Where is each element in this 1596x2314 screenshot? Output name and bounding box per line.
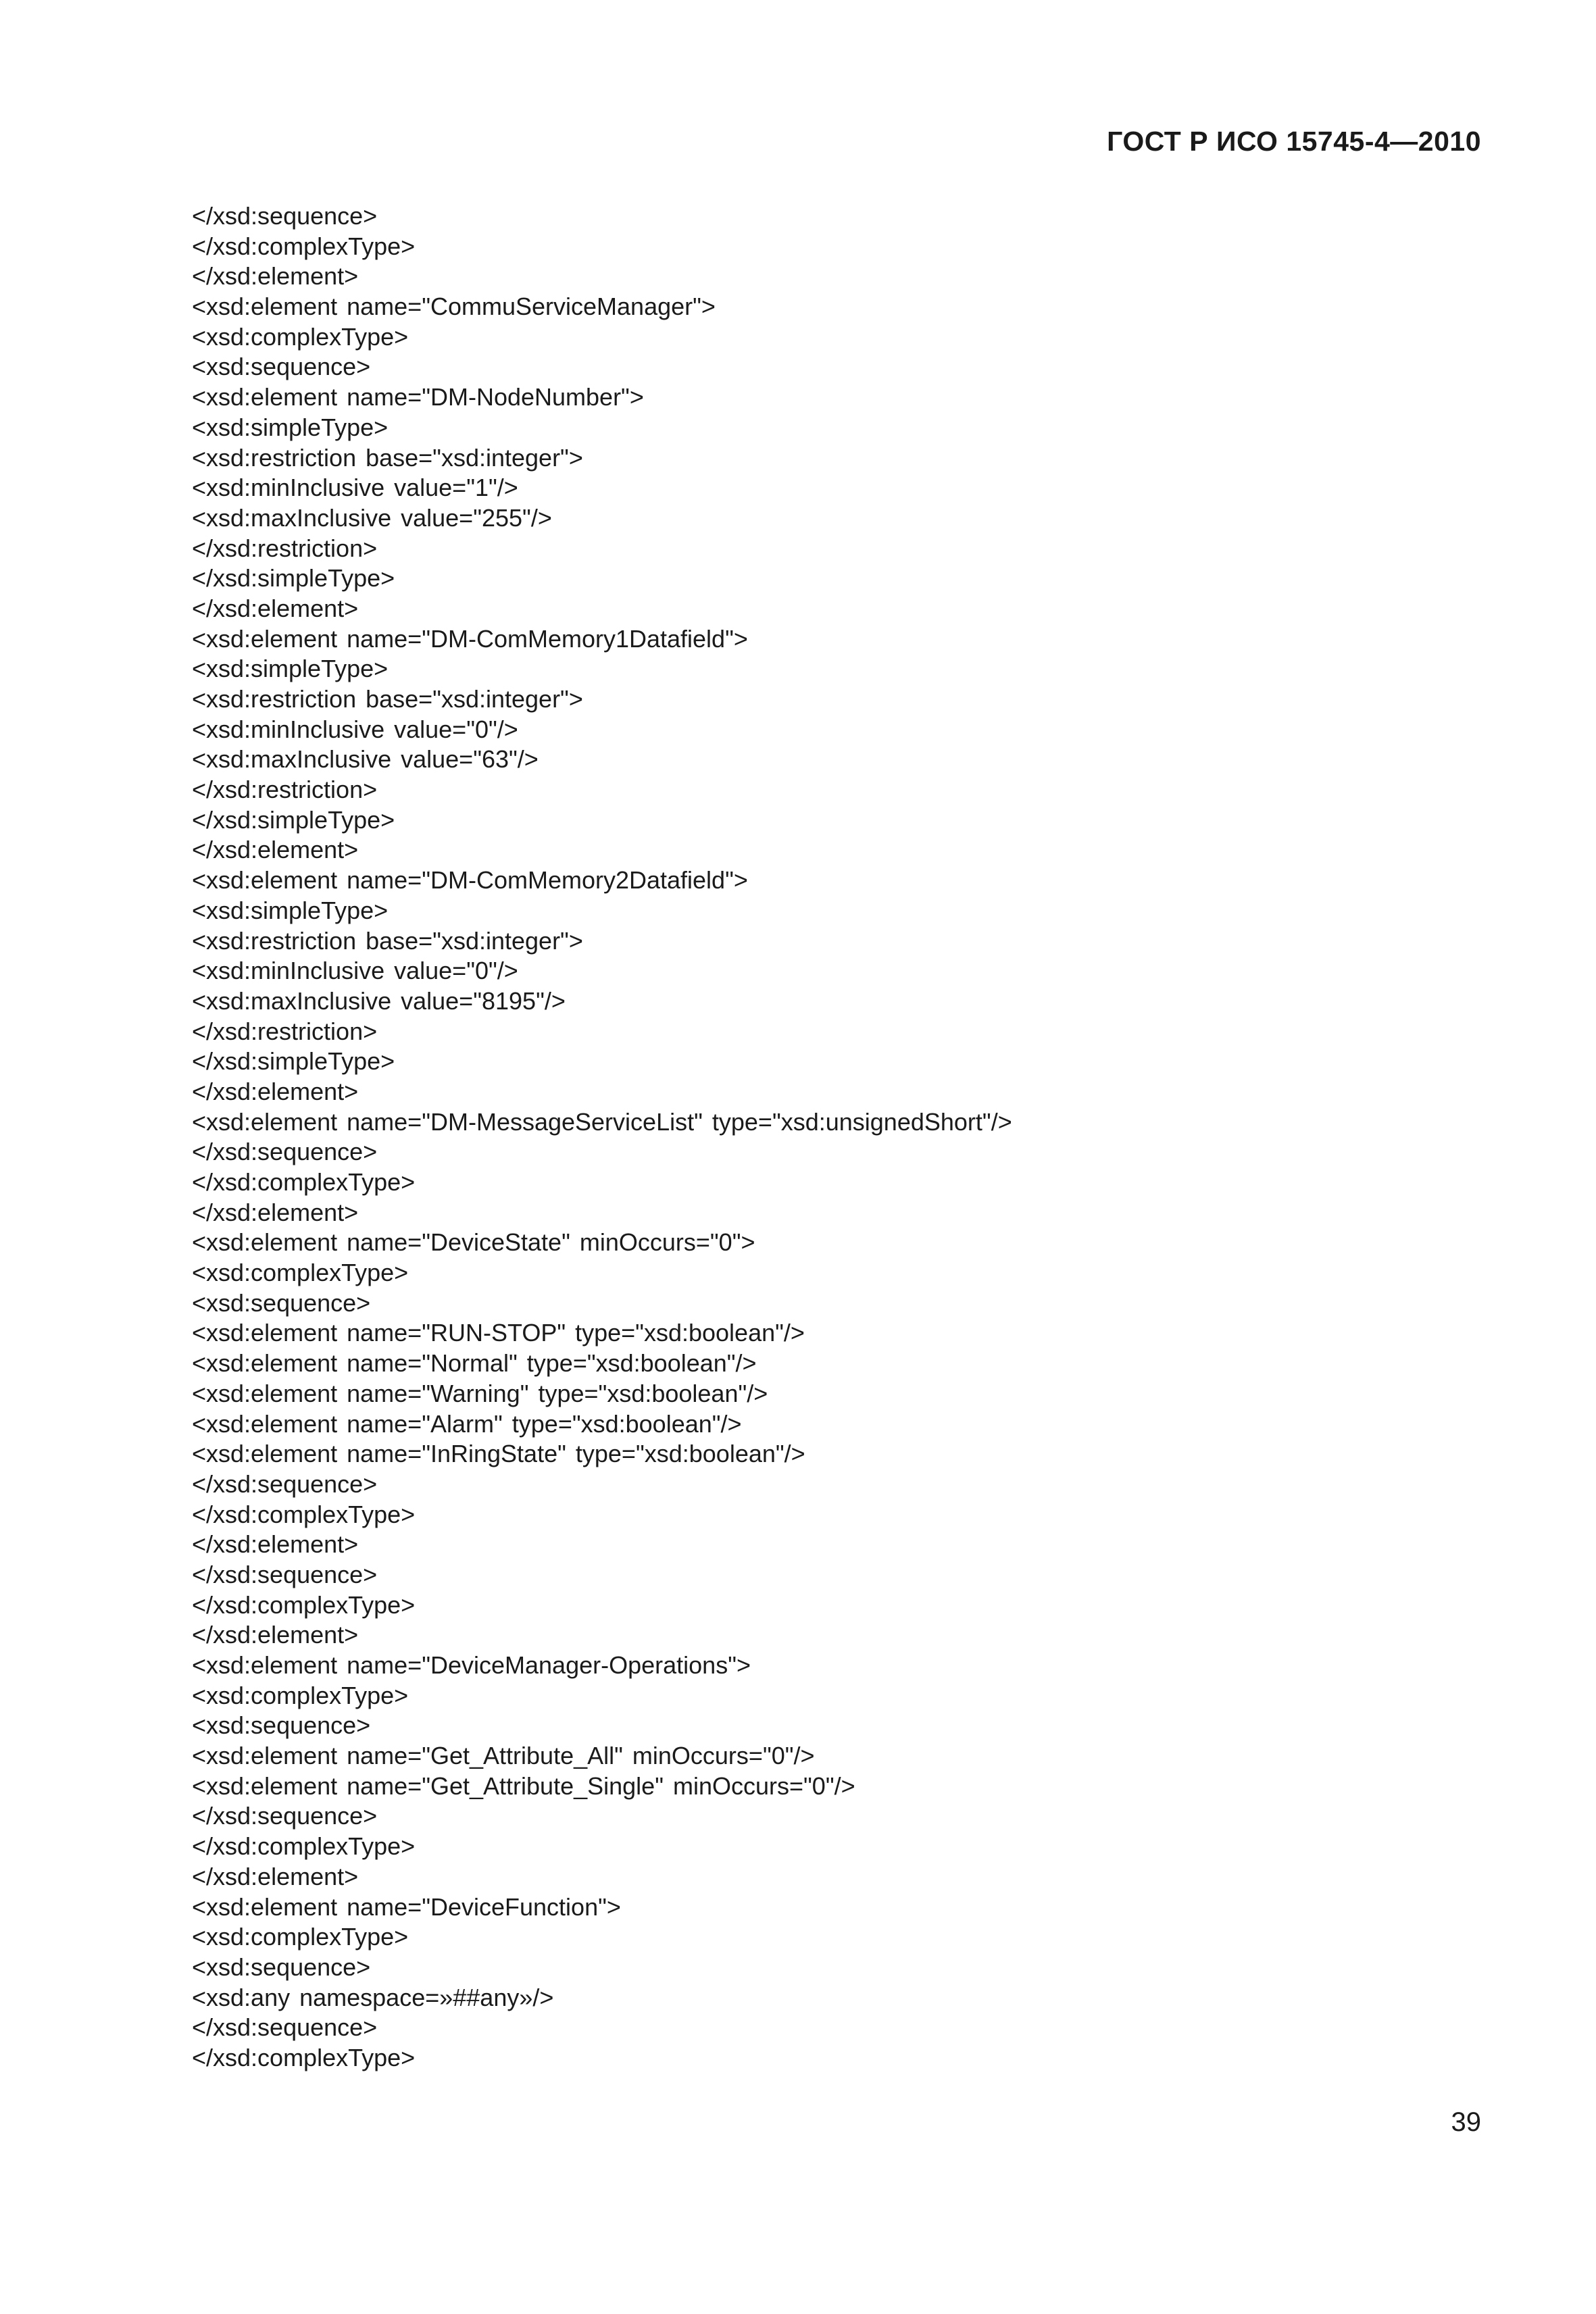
code-line: <xsd:complexType> [192,1923,409,1951]
code-line: </xsd:sequence> [192,1802,378,1830]
code-line: <xsd:maxInclusive value="63"/> [192,745,539,774]
code-line: </xsd:sequence> [192,202,378,230]
code-line: <xsd:maxInclusive value="8195"/> [192,986,566,1015]
code-line: </xsd:restriction> [192,534,378,562]
code-line: <xsd:element name="InRingState" type="xsd:boolean"/> [192,1440,805,1468]
code-line: </xsd:sequence> [192,2013,378,2042]
code-line: </xsd:restriction> [192,776,378,804]
code-line: </xsd:element> [192,1530,359,1559]
code-line: </xsd:complexType> [192,2043,416,2071]
code-line: <xsd:element name="RUN-STOP" type="xsd:boolean"/> [192,1319,805,1347]
code-line: <xsd:element name="DeviceFunction"> [192,1892,621,1921]
code-line: <xsd:sequence> [192,1711,371,1740]
code-line: <xsd:element name="Normal" type="xsd:boolean"/> [192,1349,757,1378]
xsd-code-listing [192,201,1476,2073]
code-line: <xsd:restriction base="xsd:integer"> [192,685,583,713]
code-line: <xsd:complexType> [192,322,409,351]
code-line: </xsd:sequence> [192,1469,378,1498]
code-line: </xsd:complexType> [192,1500,416,1528]
code-line: </xsd:element> [192,262,359,291]
code-line: <xsd:simpleType> [192,896,389,924]
code-line: <xsd:element name="DM-MessageServiceList" type="xsd:unsignedShort"/> [192,1107,1012,1136]
code-line: <xsd:element name="DM-ComMemory2Datafield"> [192,866,748,895]
code-line: <xsd:restriction base="xsd:integer"> [192,443,583,472]
code-line: <xsd:sequence> [192,1288,371,1317]
code-line: </xsd:element> [192,1198,359,1226]
code-line: <xsd:maxInclusive value="255"/> [192,503,552,532]
code-line: <xsd:element name="Alarm" type="xsd:boolean"/> [192,1409,742,1438]
code-line: </xsd:sequence> [192,1138,378,1166]
code-line: </xsd:sequence> [192,1560,378,1588]
code-line: </xsd:complexType> [192,1590,416,1619]
code-line: </xsd:restriction> [192,1017,378,1045]
code-line: <xsd:minInclusive value="1"/> [192,474,518,502]
code-line: <xsd:complexType> [192,1259,409,1287]
code-line: </xsd:complexType> [192,1832,416,1861]
code-line: </xsd:simpleType> [192,564,395,593]
code-line: </xsd:complexType> [192,1168,416,1196]
code-line: <xsd:element name="DM-ComMemory1Datafield"> [192,624,748,653]
code-line: </xsd:simpleType> [192,1047,395,1076]
code-line: </xsd:element> [192,1621,359,1649]
code-line: <xsd:any namespace=»##any»/> [192,1983,554,2011]
code-line: <xsd:sequence> [192,1953,371,1981]
code-line: <xsd:simpleType> [192,655,389,683]
code-line: </xsd:simpleType> [192,805,395,834]
code-line: </xsd:element> [192,594,359,622]
page-number: 39 [1451,2107,1481,2137]
code-line: </xsd:element> [192,1862,359,1890]
code-line: <xsd:complexType> [192,1681,409,1709]
code-line: <xsd:element name="Warning" type="xsd:boolean"/> [192,1379,768,1407]
document-header [1107,126,1481,157]
standard-designation: ГОСТ Р ИСО 15745-4—2010 [1107,126,1481,157]
code-line: <xsd:element name="DeviceManager-Operations"> [192,1651,751,1679]
code-line: <xsd:element name="Get_Attribute_All" minOccurs="0"/> [192,1742,815,1770]
code-line: <xsd:minInclusive value="0"/> [192,957,518,985]
code-line: <xsd:simpleType> [192,413,389,441]
code-line: </xsd:element> [192,836,359,864]
code-line: <xsd:element name="DeviceState" minOccurs="0"> [192,1228,755,1257]
code-line: <xsd:restriction base="xsd:integer"> [192,926,583,955]
code-line: <xsd:element name="DM-NodeNumber"> [192,383,644,411]
code-line: <xsd:sequence> [192,353,371,381]
code-line: </xsd:element> [192,1077,359,1105]
code-line: </xsd:complexType> [192,232,416,260]
code-line: <xsd:minInclusive value="0"/> [192,715,518,743]
code-line: <xsd:element name="CommuServiceManager"> [192,293,716,321]
code-line: <xsd:element name="Get_Attribute_Single" minOccurs="0"/> [192,1771,855,1800]
